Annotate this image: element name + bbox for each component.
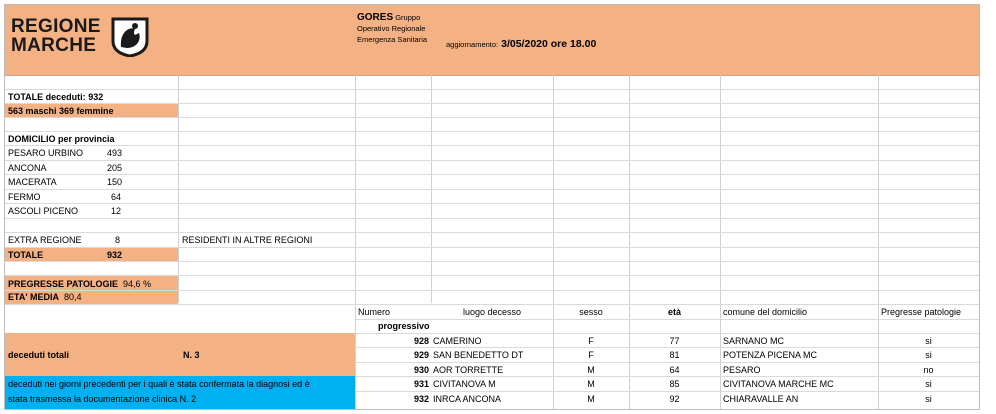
row-eta: 81	[669, 350, 680, 360]
row-comune: PESARO	[723, 365, 761, 375]
gores-title	[357, 12, 427, 45]
row-eta: 64	[669, 365, 680, 375]
deceduti-precedenti-line-1: deceduti nei giorni precedenti per i quali è stata confermata la diagnosi ed è	[8, 379, 310, 389]
grid-line	[5, 103, 979, 104]
grid-line	[5, 232, 979, 233]
gores-gruppo: Gruppo	[395, 13, 421, 22]
header-sesso: sesso	[579, 307, 603, 317]
row-patologie: si	[925, 336, 932, 346]
grid-line	[5, 247, 979, 248]
gender-line: 563 maschi 369 femmine	[8, 106, 114, 116]
row-numero: 931	[413, 379, 429, 389]
grid-line	[5, 261, 979, 262]
header-luogo: luogo decesso	[462, 307, 522, 317]
logo-text	[11, 17, 101, 55]
row-comune: CHIARAVALLE AN	[723, 394, 799, 404]
row-numero: 930	[413, 365, 429, 375]
grid-line	[5, 145, 979, 146]
row-patologie: si	[925, 394, 932, 404]
grid-line	[5, 160, 979, 161]
patologie-line: PREGRESSE PATOLOGIE 94,6 %	[8, 279, 152, 289]
domicilio-title: DOMICILIO per provincia	[8, 134, 115, 144]
gores-line-3: Emergenza Sanitaria	[357, 35, 428, 44]
province-value: 493	[107, 148, 123, 158]
update-label: aggiornamento:	[446, 40, 499, 49]
grid-line	[5, 275, 979, 276]
deceduti-totali-label: deceduti totali	[8, 350, 70, 360]
logo-line-2: MARCHE	[11, 35, 97, 56]
totale-2-label: TOTALE	[8, 250, 44, 260]
grid-line	[5, 203, 979, 204]
row-luogo: CAMERINO	[433, 336, 482, 346]
row-sesso: M	[587, 365, 595, 375]
province-name: FERMO	[8, 192, 41, 202]
province-value: 205	[107, 163, 123, 173]
row-luogo: AOR TORRETTE	[433, 365, 504, 375]
province-value: 12	[111, 206, 122, 216]
row-sesso: M	[587, 394, 595, 404]
marche-crest-icon	[111, 17, 149, 57]
regione-marche-logo	[11, 15, 151, 61]
row-luogo: CIVITANOVA M	[433, 379, 496, 389]
row-patologie: si	[925, 379, 932, 389]
row-numero: 928	[413, 336, 429, 346]
row-patologie: no	[923, 365, 934, 375]
row-patologie: si	[925, 350, 932, 360]
grid-line	[5, 89, 979, 90]
spreadsheet	[4, 4, 980, 410]
eta-media-line: ETA' MEDIA 80,4	[8, 292, 82, 302]
update-value: 3/05/2020 ore 18.00	[501, 38, 597, 50]
totale-deceduti: TOTALE deceduti: 932	[8, 92, 104, 102]
row-sesso: F	[588, 350, 594, 360]
row-sesso: F	[588, 336, 594, 346]
grid-line	[5, 189, 979, 190]
row-luogo: SAN BENEDETTO DT	[433, 350, 524, 360]
province-name: PESARO URBINO	[8, 148, 84, 158]
header-eta: età	[667, 307, 681, 317]
grid-line	[5, 174, 979, 175]
grid-line	[720, 75, 721, 409]
grid-line	[5, 131, 979, 132]
province-name: ASCOLI PICENO	[8, 206, 79, 216]
header-comune: comune del domicilio	[723, 307, 808, 317]
grid-line	[5, 290, 979, 291]
province-name: ANCONA	[8, 163, 47, 173]
grid-line	[5, 218, 979, 219]
grid-line	[5, 117, 979, 118]
province-value: 150	[107, 177, 123, 187]
row-comune: SARNANO MC	[723, 336, 785, 346]
row-luogo: INRCA ANCONA	[433, 394, 502, 404]
row-eta: 85	[669, 379, 680, 389]
province-name: MACERATA	[8, 177, 57, 187]
grid-line	[355, 75, 356, 409]
row-comune: POTENZA PICENA MC	[723, 350, 818, 360]
province-value: 64	[111, 192, 122, 202]
row-sesso: M	[587, 379, 595, 389]
extra-regione-value: 8	[115, 235, 121, 245]
grid-line	[355, 319, 979, 320]
row-numero: 929	[413, 350, 429, 360]
header-patologie: Pregresse patologie	[881, 307, 962, 317]
gores-line-2: Operativo Regionale	[357, 24, 426, 33]
extra-regione-note: RESIDENTI IN ALTRE REGIONI	[182, 235, 313, 245]
header-numero: Numero	[358, 307, 391, 317]
update-info	[446, 38, 596, 50]
gores-name: GORES	[357, 12, 394, 23]
totale-2-value: 932	[107, 250, 123, 260]
row-numero: 932	[413, 394, 429, 404]
header-band	[5, 5, 979, 76]
extra-regione-label: EXTRA REGIONE	[8, 235, 82, 245]
row-eta: 92	[669, 394, 680, 404]
logo-line-1: REGIONE	[11, 16, 101, 37]
deceduti-totali-value: N. 3	[183, 350, 200, 360]
row-comune: CIVITANOVA MARCHE MC	[723, 379, 834, 389]
row-eta: 77	[669, 336, 680, 346]
header-progressivo: progressivo	[378, 321, 430, 331]
deceduti-precedenti-line-2: stata trasmessa la documentazione clinica N. 2	[8, 394, 197, 404]
